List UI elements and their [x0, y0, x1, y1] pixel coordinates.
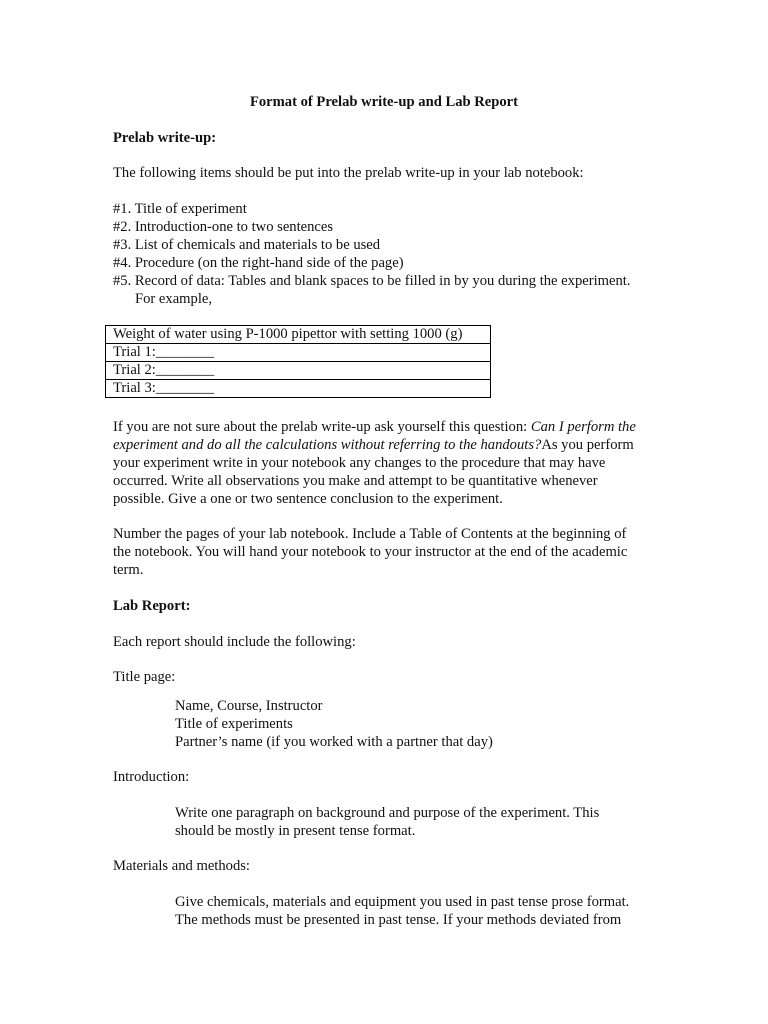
paragraph-line: should be mostly in present tense format.	[175, 823, 416, 839]
italic-question: experiment and do all the calculations without referring to the handouts?	[113, 437, 542, 453]
text-run: If you are not sure about the prelab write-up ask yourself this question:	[113, 419, 531, 435]
prelab-intro: The following items should be put into the prelab write-up in your lab notebook:	[113, 165, 584, 181]
table-cell: Trial 3:________	[106, 380, 491, 398]
table-row	[106, 344, 491, 362]
title-page-item: Partner’s name (if you worked with a partner that day)	[175, 734, 493, 750]
document-title: Format of Prelab write-up and Lab Report	[249, 94, 519, 110]
prelab-item: #1. Title of experiment	[113, 201, 247, 217]
prelab-item-continuation: For example,	[135, 291, 213, 307]
materials-methods-label: Materials and methods:	[113, 858, 250, 874]
paragraph-line: possible. Give a one or two sentence conclusion to the experiment.	[113, 491, 503, 507]
table-cell: Trial 2:________	[106, 362, 491, 380]
title-page-label: Title page:	[113, 669, 176, 685]
prelab-item: #3. List of chemicals and materials to be used	[113, 237, 381, 253]
paragraph-line	[113, 436, 634, 454]
paragraph-line: Give chemicals, materials and equipment you used in past tense prose format.	[175, 894, 630, 910]
prelab-item: #5. Record of data: Tables and blank spaces to be filled in by you during the experiment.	[113, 273, 631, 289]
paragraph-line: the notebook. You will hand your notebook to your instructor at the end of the academic	[113, 544, 628, 560]
table-row	[106, 380, 491, 398]
paragraph-line: term.	[113, 562, 144, 578]
text-run: As you perform	[541, 437, 634, 453]
paragraph-line: occurred. Write all observations you make and attempt to be quantitative whenever	[113, 473, 598, 489]
title-page-item: Name, Course, Instructor	[175, 698, 323, 714]
table-cell: Trial 1:________	[106, 344, 491, 362]
prelab-item: #2. Introduction-one to two sentences	[113, 219, 334, 235]
table-row	[106, 362, 491, 380]
prelab-heading: Prelab write-up:	[113, 130, 217, 146]
lab-report-intro: Each report should include the following:	[113, 634, 356, 650]
paragraph-line: The methods must be presented in past tense. If your methods deviated from	[175, 912, 622, 928]
paragraph-line: Write one paragraph on background and purpose of the experiment. This	[175, 805, 600, 821]
table-header-row	[106, 326, 491, 344]
prelab-item: #4. Procedure (on the right-hand side of the page)	[113, 255, 404, 271]
title-page-item: Title of experiments	[175, 716, 293, 732]
paragraph-line: your experiment write in your notebook any changes to the procedure that may have	[113, 455, 606, 471]
data-record-table	[105, 325, 491, 398]
paragraph-line: Number the pages of your lab notebook. Include a Table of Contents at the beginning of	[113, 526, 627, 542]
paragraph-line	[113, 418, 636, 436]
table-header-cell: Weight of water using P-1000 pipettor with setting 1000 (g)	[106, 326, 491, 344]
italic-question: Can I perform the	[530, 419, 636, 435]
lab-report-heading: Lab Report:	[113, 598, 191, 614]
introduction-label: Introduction:	[113, 769, 190, 785]
